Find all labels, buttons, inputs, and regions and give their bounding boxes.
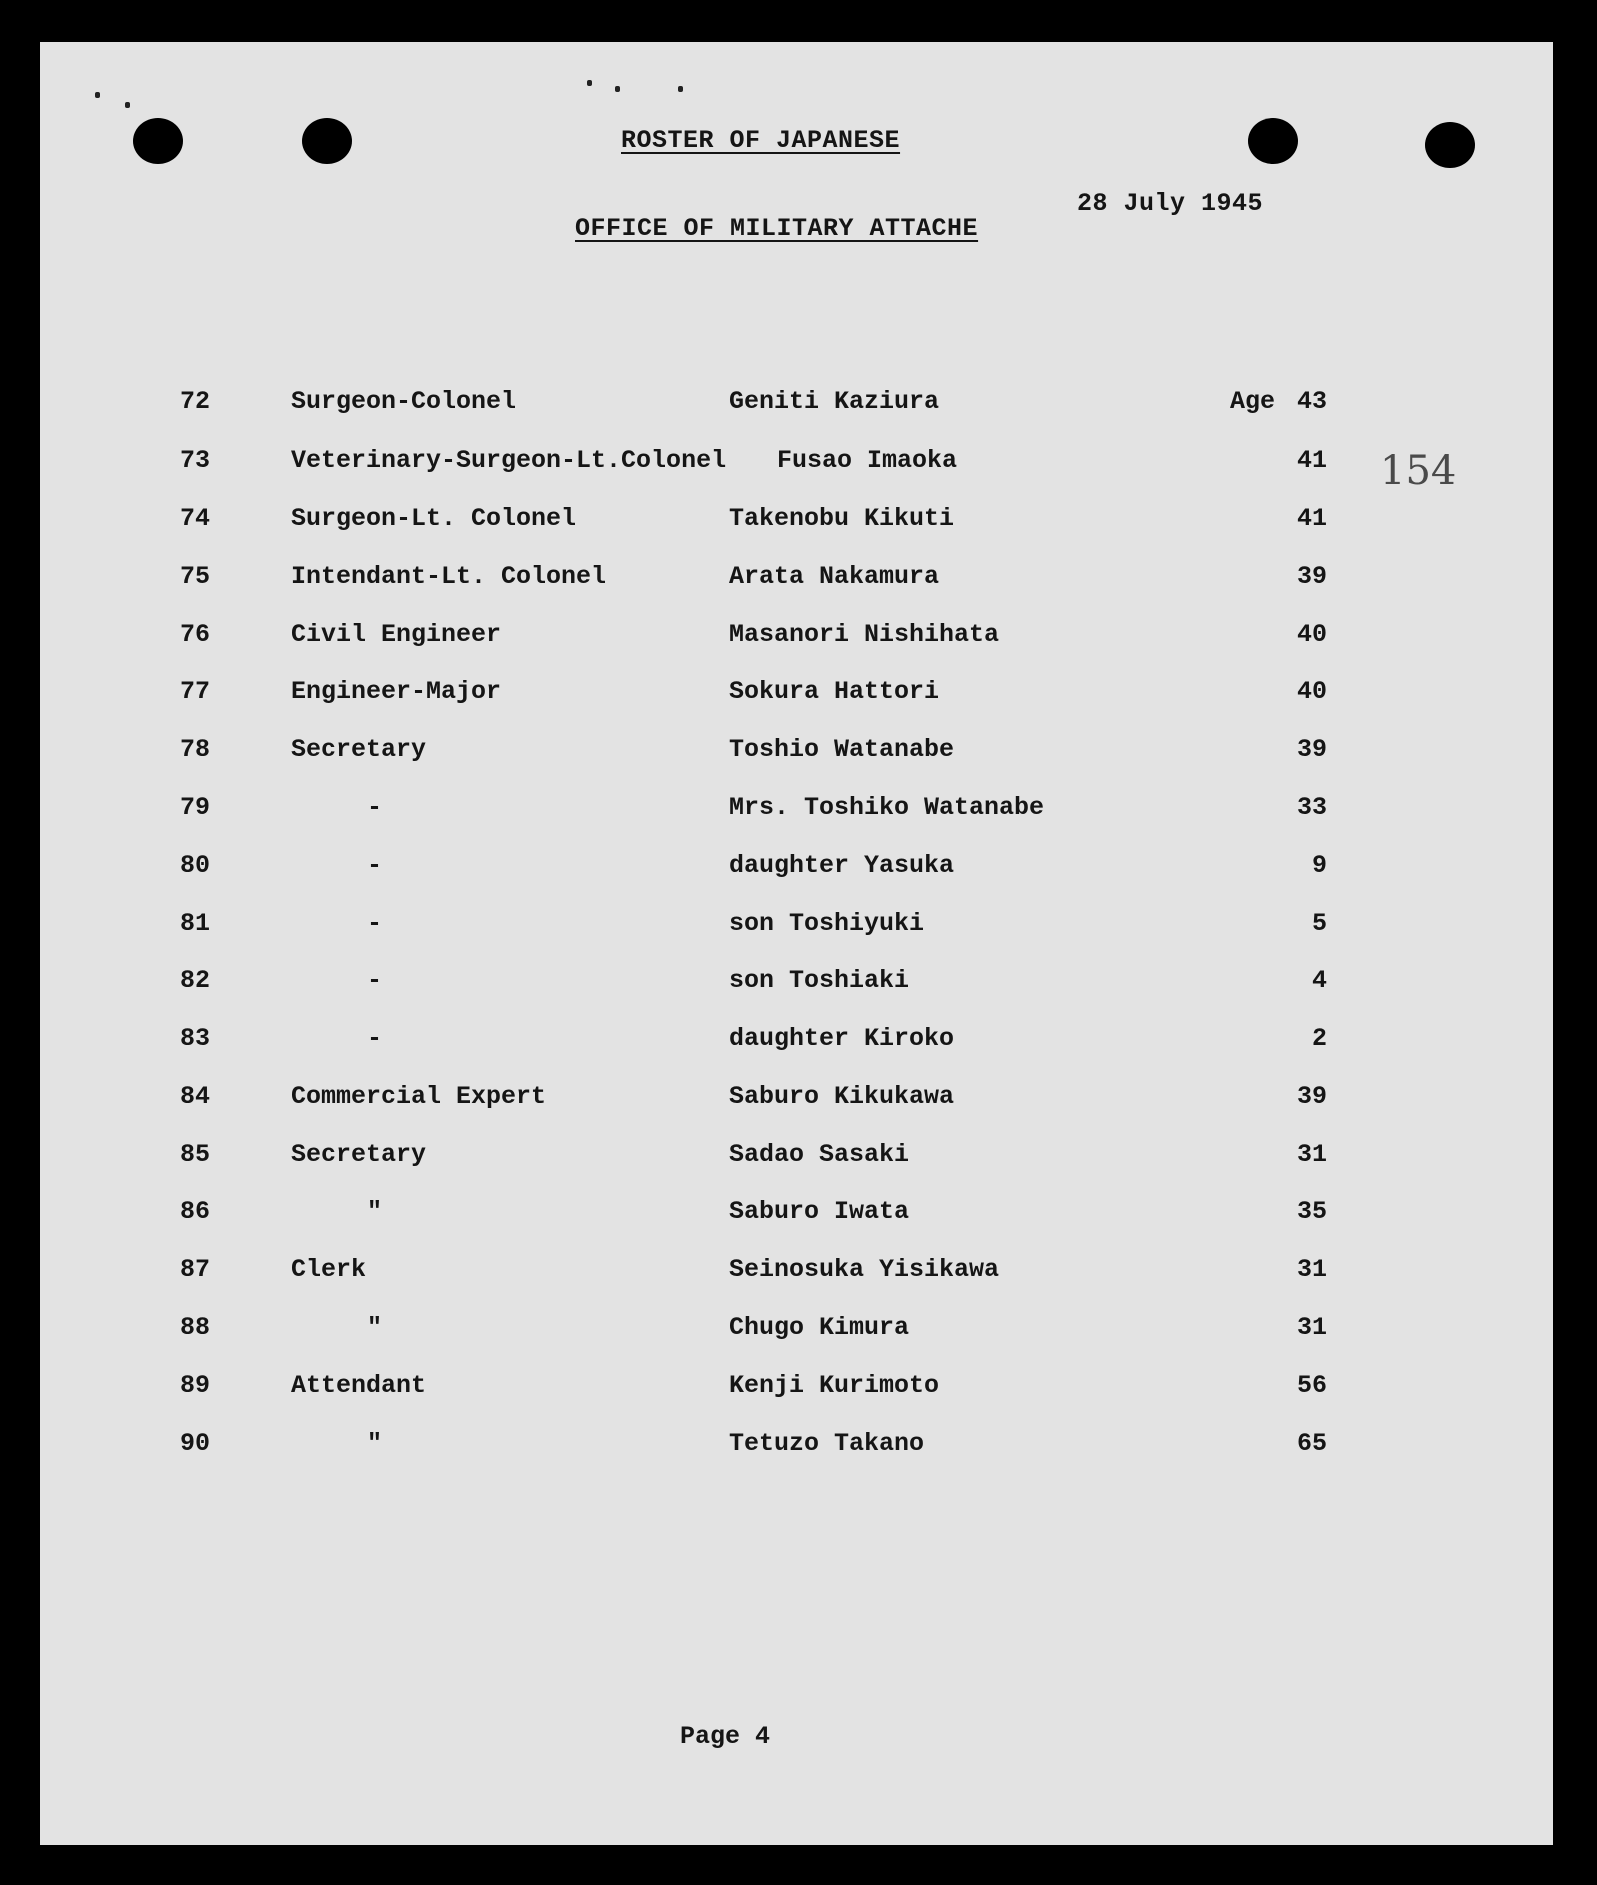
row-age: 35 — [1296, 1197, 1327, 1226]
row-title: " — [367, 1313, 383, 1342]
ink-speck — [615, 86, 620, 92]
row-number: 81 — [180, 909, 211, 938]
table-row — [0, 1313, 1597, 1353]
ink-speck — [678, 86, 683, 92]
row-name: Tetuzo Takano — [729, 1429, 925, 1458]
row-title: - — [367, 793, 383, 822]
table-row — [0, 562, 1597, 602]
row-number: 89 — [180, 1371, 211, 1400]
document-title: ROSTER OF JAPANESE — [621, 126, 901, 155]
row-title: Civil Engineer — [291, 620, 502, 649]
row-name: Saburo Kikukawa — [729, 1082, 955, 1111]
ink-speck — [587, 80, 592, 86]
row-age: 56 — [1296, 1371, 1327, 1400]
row-age: 39 — [1296, 1082, 1327, 1111]
row-title: Surgeon-Lt. Colonel — [291, 504, 577, 533]
row-name: Chugo Kimura — [729, 1313, 910, 1342]
row-age: 2 — [1311, 1024, 1327, 1053]
table-row — [0, 1140, 1597, 1180]
table-row — [0, 446, 1597, 486]
table-row — [0, 735, 1597, 775]
ink-speck — [125, 102, 130, 108]
row-name: Fusao Imaoka — [777, 446, 958, 475]
row-title: Attendant — [291, 1371, 427, 1400]
page-footer: Page 4 — [680, 1722, 771, 1751]
row-number: 75 — [180, 562, 211, 591]
punch-hole-icon — [302, 118, 352, 164]
row-number: 84 — [180, 1082, 211, 1111]
row-number: 80 — [180, 851, 211, 880]
row-name: Kenji Kurimoto — [729, 1371, 940, 1400]
row-title: " — [367, 1429, 383, 1458]
punch-hole-icon — [1248, 118, 1298, 164]
table-row — [0, 1082, 1597, 1122]
row-age: 39 — [1296, 562, 1327, 591]
row-number: 72 — [180, 387, 211, 416]
row-number: 88 — [180, 1313, 211, 1342]
row-age: 31 — [1296, 1313, 1327, 1342]
row-age: 43 — [1296, 387, 1327, 416]
row-title: Veterinary-Surgeon-Lt.Colonel — [291, 446, 727, 475]
punch-hole-icon — [1425, 122, 1475, 168]
row-number: 83 — [180, 1024, 211, 1053]
row-title: Engineer-Major — [291, 677, 502, 706]
row-name: son Toshiyuki — [729, 909, 925, 938]
row-name: Takenobu Kikuti — [729, 504, 955, 533]
row-age: 65 — [1296, 1429, 1327, 1458]
table-row — [0, 1429, 1597, 1469]
row-name: Saburo Iwata — [729, 1197, 910, 1226]
row-name: Sadao Sasaki — [729, 1140, 910, 1169]
table-row — [0, 1197, 1597, 1237]
row-number: 74 — [180, 504, 211, 533]
page-stamp-number: 154 — [1380, 448, 1457, 494]
row-title: Intendant-Lt. Colonel — [291, 562, 607, 591]
table-row — [0, 851, 1597, 891]
table-row — [0, 1371, 1597, 1411]
row-age: 31 — [1296, 1140, 1327, 1169]
row-number: 79 — [180, 793, 211, 822]
row-name: Arata Nakamura — [729, 562, 940, 591]
row-age: 40 — [1296, 620, 1327, 649]
table-row — [0, 677, 1597, 717]
table-row — [0, 1024, 1597, 1064]
row-age: 5 — [1311, 909, 1327, 938]
table-row — [0, 966, 1597, 1006]
row-age: 41 — [1296, 504, 1327, 533]
row-name: Geniti Kaziura — [729, 387, 940, 416]
row-number: 82 — [180, 966, 211, 995]
row-number: 90 — [180, 1429, 211, 1458]
row-title: " — [367, 1197, 383, 1226]
document-subtitle: OFFICE OF MILITARY ATTACHE — [575, 214, 979, 243]
row-name: Seinosuka Yisikawa — [729, 1255, 1000, 1284]
row-number: 87 — [180, 1255, 211, 1284]
row-age: 4 — [1311, 966, 1327, 995]
row-number: 77 — [180, 677, 211, 706]
row-title: - — [367, 966, 383, 995]
row-number: 76 — [180, 620, 211, 649]
row-title: Clerk — [291, 1255, 367, 1284]
row-age: 31 — [1296, 1255, 1327, 1284]
table-row — [0, 504, 1597, 544]
row-title: - — [367, 851, 383, 880]
document-date: 28 July 1945 — [1077, 189, 1264, 218]
row-title: Surgeon-Colonel — [291, 387, 517, 416]
row-age: 40 — [1296, 677, 1327, 706]
row-age: 9 — [1311, 851, 1327, 880]
row-name: Masanori Nishihata — [729, 620, 1000, 649]
row-title: Commercial Expert — [291, 1082, 547, 1111]
row-age: 39 — [1296, 735, 1327, 764]
row-title: Secretary — [291, 735, 427, 764]
punch-hole-icon — [133, 118, 183, 164]
row-name: Mrs. Toshiko Watanabe — [729, 793, 1045, 822]
row-name: daughter Kiroko — [729, 1024, 955, 1053]
row-number: 86 — [180, 1197, 211, 1226]
table-row — [0, 909, 1597, 949]
table-row — [0, 620, 1597, 660]
row-title: - — [367, 909, 383, 938]
table-row — [0, 1255, 1597, 1295]
row-name: daughter Yasuka — [729, 851, 955, 880]
row-age: 41 — [1296, 446, 1327, 475]
age-header: Age — [1229, 387, 1275, 416]
row-title: Secretary — [291, 1140, 427, 1169]
row-name: son Toshiaki — [729, 966, 910, 995]
row-age: 33 — [1296, 793, 1327, 822]
row-name: Sokura Hattori — [729, 677, 940, 706]
row-number: 78 — [180, 735, 211, 764]
row-title: - — [367, 1024, 383, 1053]
table-row — [0, 387, 1597, 427]
row-number: 73 — [180, 446, 211, 475]
ink-speck — [95, 92, 100, 98]
table-row — [0, 793, 1597, 833]
row-name: Toshio Watanabe — [729, 735, 955, 764]
row-number: 85 — [180, 1140, 211, 1169]
